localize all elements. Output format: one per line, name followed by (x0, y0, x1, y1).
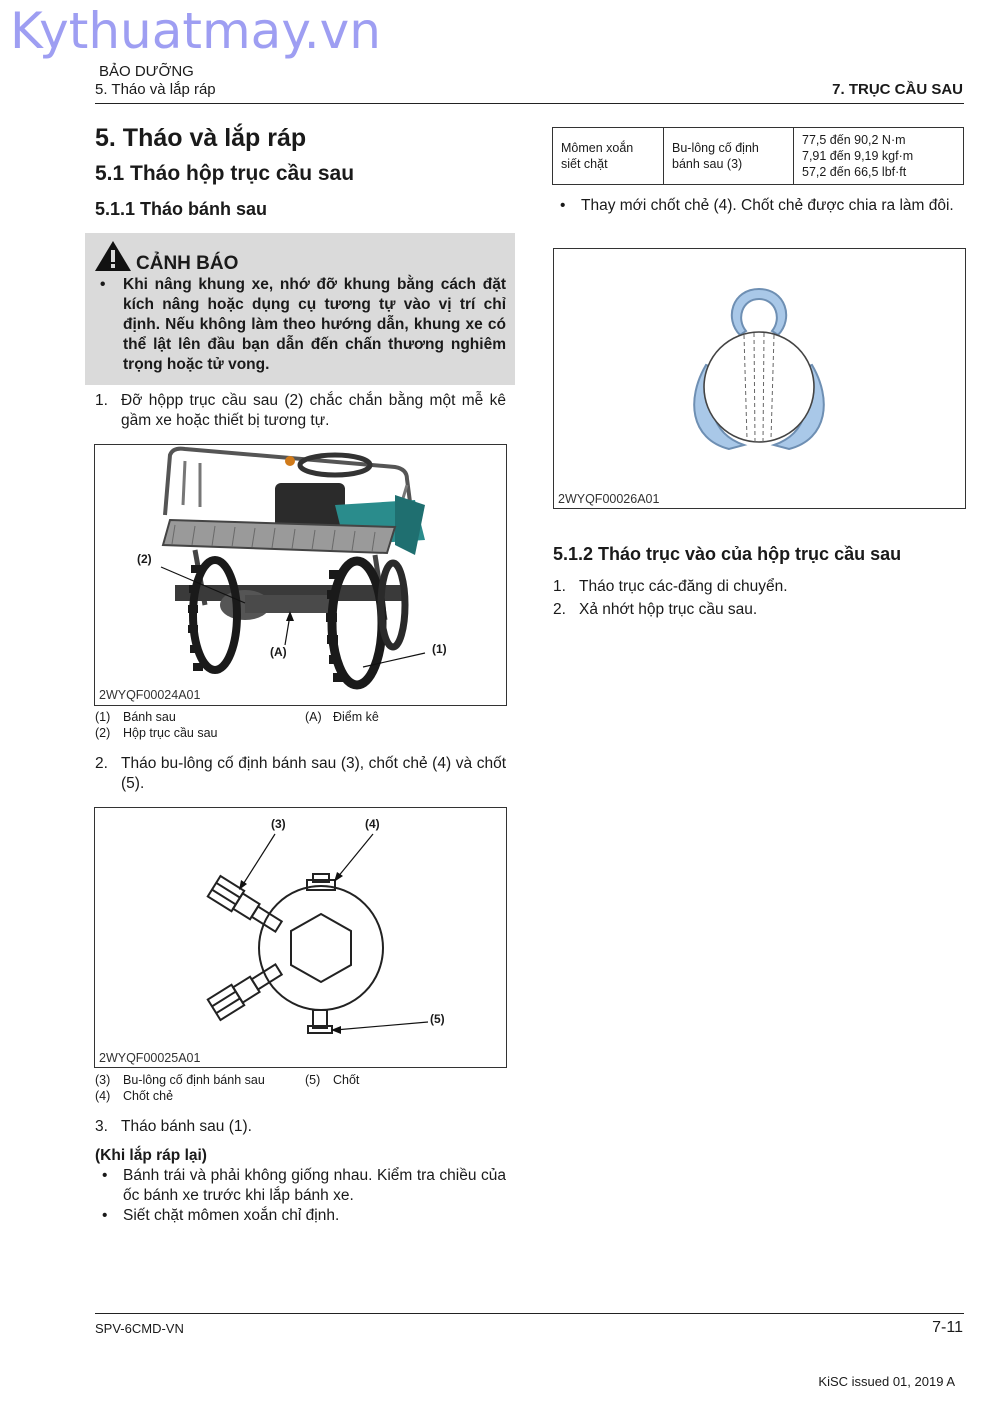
step-2-text: Tháo bu-lông cố định bánh sau (3), chốt chẻ (4) và chốt (5). (121, 755, 506, 792)
fig1-caption-num: (A) (305, 710, 322, 724)
fig1-label-a: (A) (270, 645, 287, 659)
cotter-pin-illustration (554, 249, 965, 508)
fig2-label-5: (5) (430, 1012, 445, 1026)
warning-title: CẢNH BÁO (136, 253, 239, 274)
right-step-1-text: Tháo trục các-đăng di chuyển. (579, 578, 788, 595)
fig1-caption-text: Điểm kê (333, 710, 379, 724)
torque-value-nm: 77,5 đến 90,2 N·m (802, 133, 906, 147)
header-subsection: 5. Tháo và lắp ráp (95, 81, 216, 98)
fig2-label-3: (3) (271, 817, 286, 831)
right-step-2-text: Xả nhớt hộp trục cầu sau. (579, 601, 758, 618)
reassembly-item-1: Bánh trái và phải không giống nhau. Kiểm tra chiều của ốc bánh xe trước khi lắp bánh xe. (123, 1167, 506, 1204)
subsubsection-title-2: 5.1.2 Tháo trục vào của hộp trục cầu sau (553, 544, 902, 564)
fig1-code: 2WYQF00024A01 (99, 688, 201, 702)
footer-divider (95, 1313, 964, 1314)
figure-tractor (94, 444, 507, 706)
warning-triangle-icon (94, 240, 132, 272)
footer-issued: KiSC issued 01, 2019 A (818, 1374, 955, 1389)
figure-cotter-pin (553, 248, 966, 509)
fig2-caption-text: Chốt (333, 1073, 360, 1087)
warning-bullet: • (100, 276, 106, 293)
right-step-1-number: 1. (553, 578, 566, 595)
step-2-number: 2. (95, 755, 108, 772)
header-section: BẢO DƯỠNG (99, 63, 194, 80)
header-divider (95, 103, 964, 104)
reassembly-item-2: Siết chặt mômen xoắn chỉ định. (123, 1207, 340, 1224)
section-title: 5. Tháo và lắp ráp (95, 124, 307, 152)
step-1-number: 1. (95, 392, 108, 409)
right-step-2-number: 2. (553, 601, 566, 618)
fig1-label-1: (1) (432, 642, 447, 656)
fig2-caption-text: Bu-lông cố định bánh sau (123, 1073, 265, 1087)
figure-bolts (94, 807, 507, 1068)
bolt-label-cell: Bu-lông cố định bánh sau (3) (664, 128, 794, 185)
torque-label-cell: Mômen xoắn siết chặt (553, 128, 664, 185)
reassembly-bullet: • (102, 1207, 108, 1224)
fig2-caption-num: (3) (95, 1073, 111, 1087)
reassembly-bullet: • (102, 1167, 108, 1184)
right-bullet-text: Thay mới chốt chẻ (4). Chốt chẻ được chia ra làm đôi. (581, 197, 954, 214)
fig2-caption-num: (4) (95, 1089, 111, 1103)
fig1-caption-num: (1) (95, 710, 111, 724)
fig1-label-2: (2) (137, 552, 152, 566)
torque-table (552, 127, 964, 185)
torque-value-kgfm: 7,91 đến 9,19 kgf·m (802, 149, 914, 163)
watermark-logo: Kythuatmay.vn (10, 2, 381, 60)
step-3-number: 3. (95, 1118, 108, 1135)
subsection-title: 5.1 Tháo hộp trục cầu sau (95, 162, 355, 185)
fig2-label-4: (4) (365, 817, 380, 831)
reassembly-title: (Khi lắp ráp lại) (95, 1147, 207, 1164)
right-bullet: • (560, 197, 566, 214)
warning-box (85, 233, 515, 385)
fig2-caption-num: (5) (305, 1073, 321, 1087)
bolts-illustration (95, 808, 506, 1067)
subsubsection-title: 5.1.1 Tháo bánh sau (95, 199, 268, 219)
fig1-caption-num: (2) (95, 726, 111, 740)
step-3-text: Tháo bánh sau (1). (121, 1118, 252, 1135)
torque-values-cell (794, 128, 964, 185)
fig3-code: 2WYQF00026A01 (558, 492, 660, 506)
warning-text: Khi nâng khung xe, nhớ đỡ khung bằng cách đặt kích nâng hoặc dụng cụ tương tự vào vị trí chỉ định. Nếu không làm theo hướng dẫn, khung xe có thể lật lên đầu bạn dẫn đến chấn thương nghiêm trọng hoặc tử vong. (123, 276, 506, 373)
footer-page-number: 7-11 (932, 1319, 963, 1336)
fig1-caption-text: Hộp trục cầu sau (123, 726, 218, 740)
fig2-code: 2WYQF00025A01 (99, 1051, 201, 1065)
footer-doc-code: SPV-6CMD-VN (95, 1321, 184, 1336)
fig1-caption-text: Bánh sau (123, 710, 176, 724)
torque-value-lbfft: 57,2 đến 66,5 lbf·ft (802, 165, 907, 179)
header-chapter: 7. TRỤC CẦU SAU (832, 81, 963, 98)
step-1-text: Đỡ hộpp trục cầu sau (2) chắc chắn bằng một mễ kê gầm xe hoặc thiết bị tương tự. (121, 392, 506, 429)
fig2-caption-text: Chốt chẻ (123, 1089, 174, 1103)
tractor-illustration (95, 445, 506, 705)
